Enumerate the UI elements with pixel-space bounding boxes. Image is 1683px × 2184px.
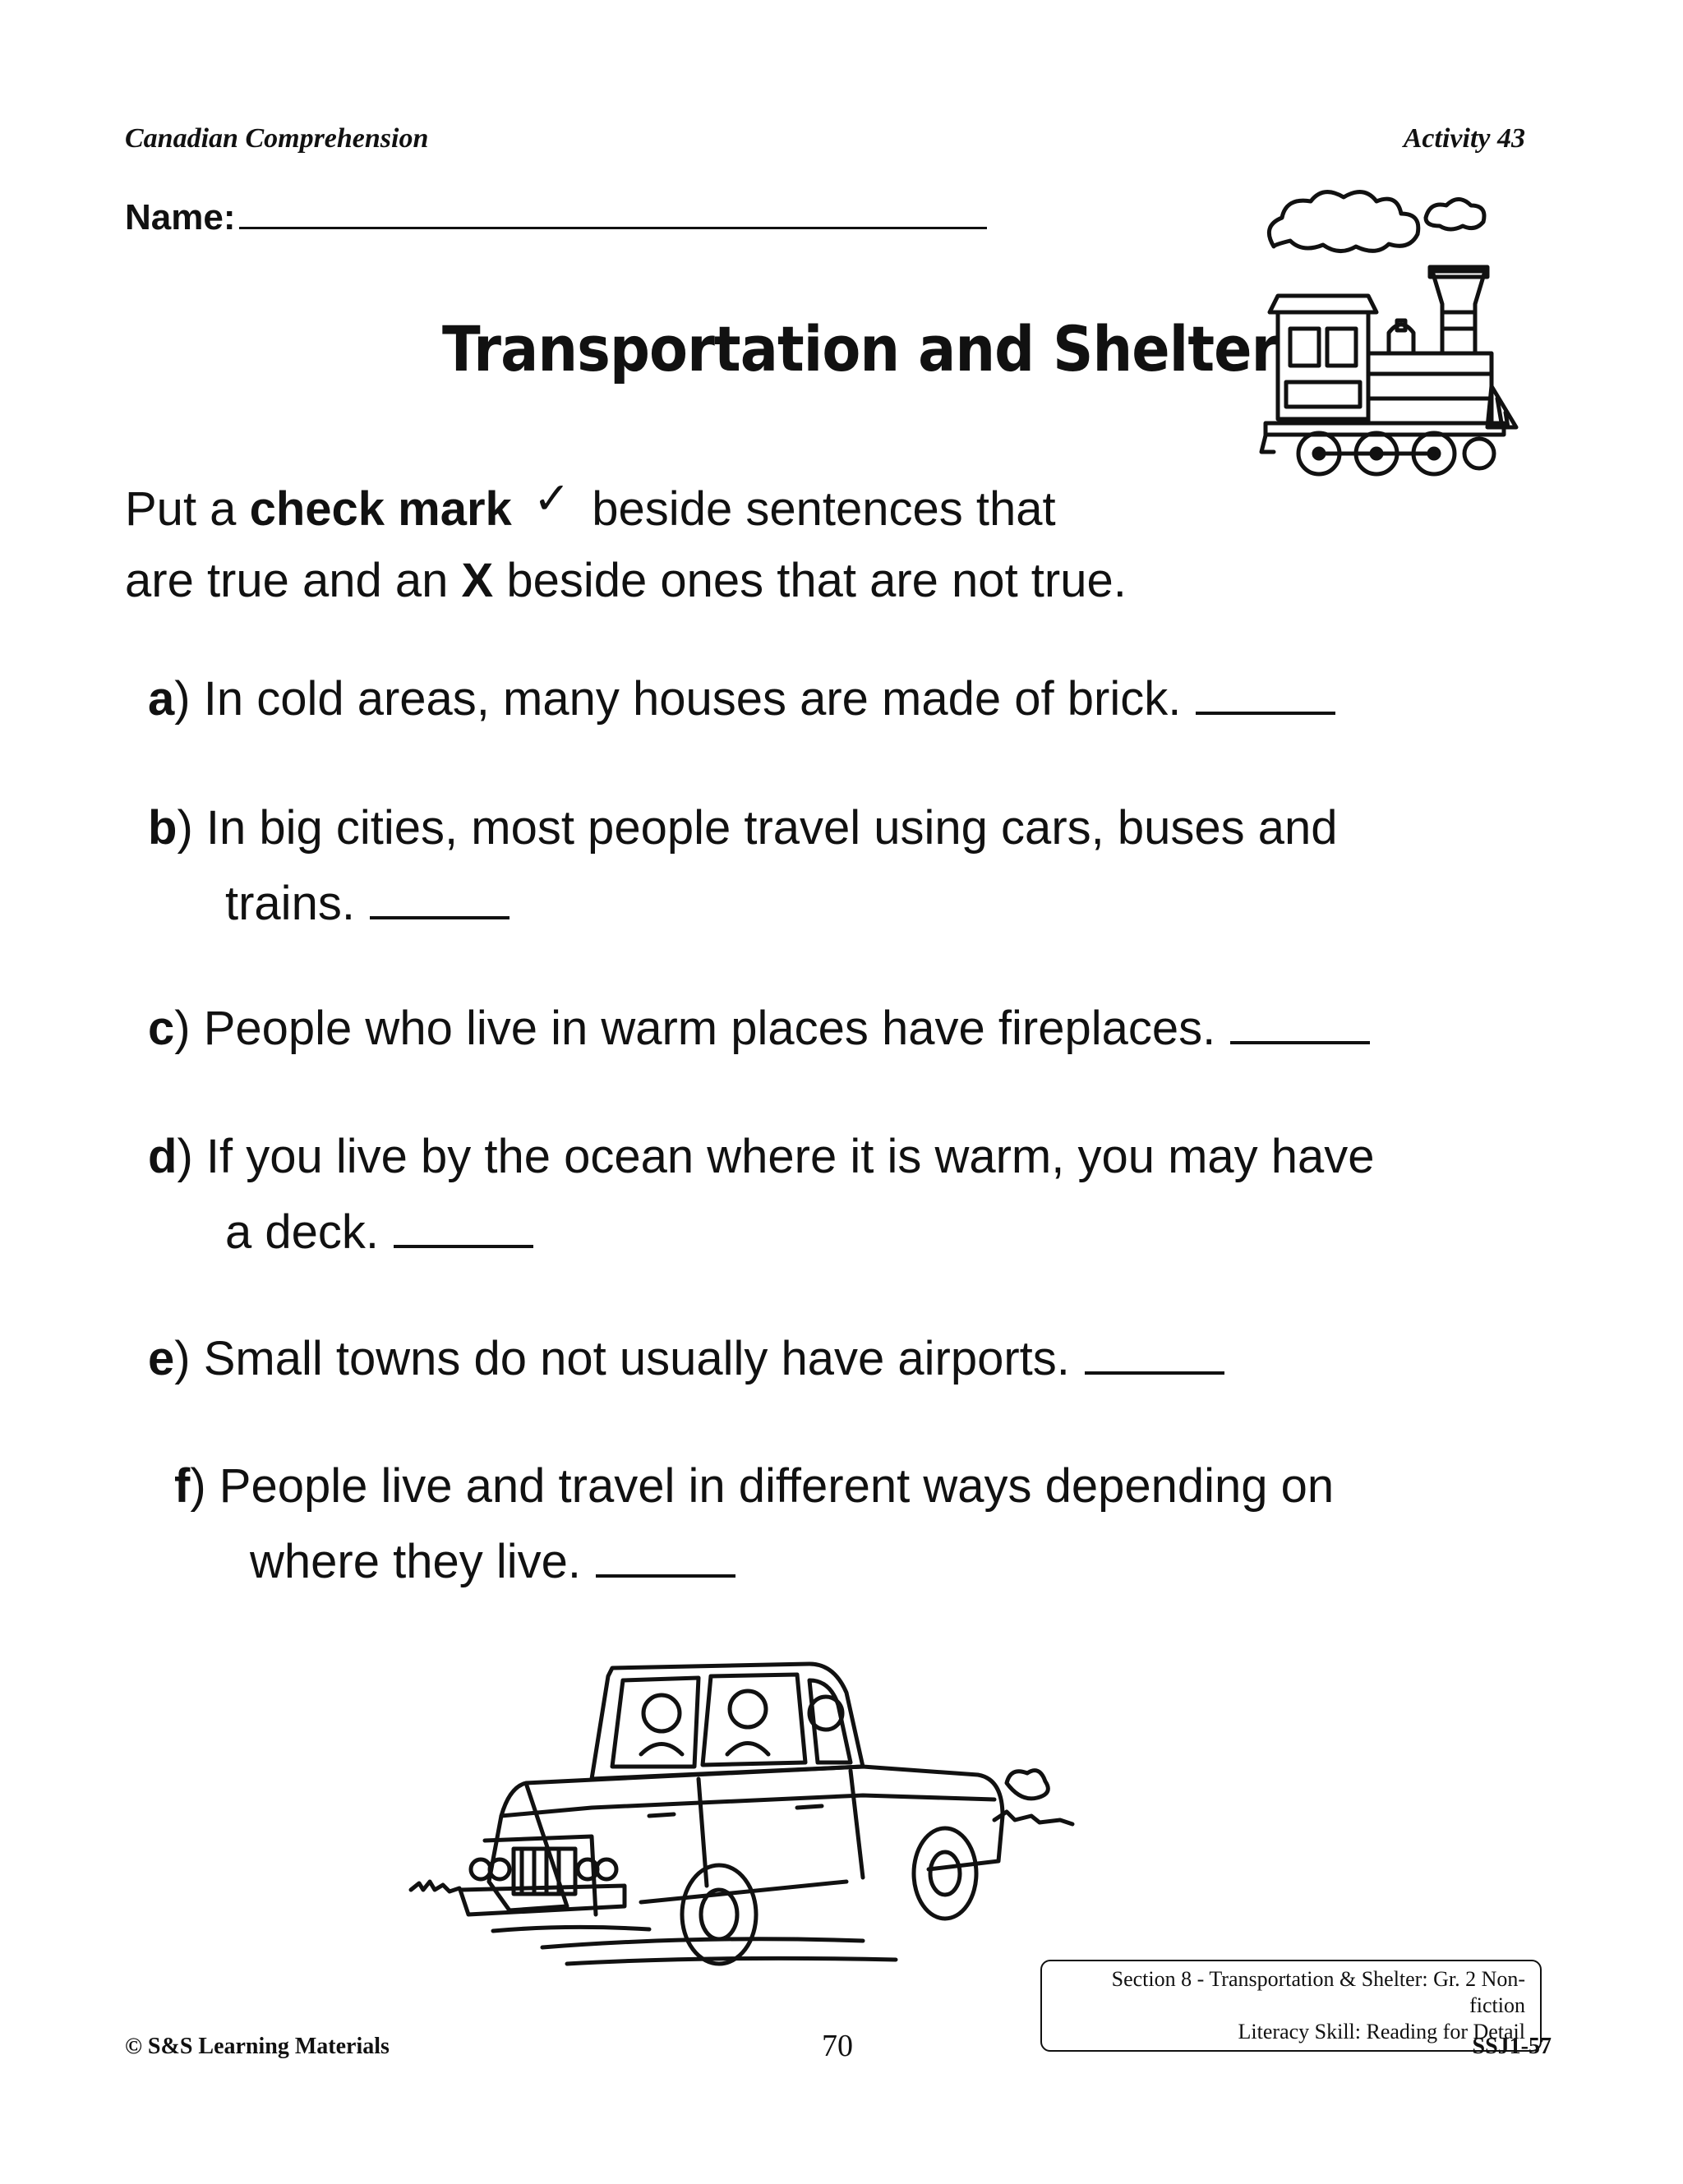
question-letter: e xyxy=(148,1332,175,1385)
product-code: SSJ1-57 xyxy=(1472,2034,1552,2059)
answer-blank-b[interactable] xyxy=(370,878,510,919)
check-mark-phrase: check mark xyxy=(249,482,512,536)
name-line[interactable] xyxy=(239,191,987,229)
train-illustration xyxy=(1257,189,1545,493)
header-series-title: Canadian Comprehension xyxy=(125,123,429,154)
name-field[interactable]: Name: xyxy=(125,191,987,238)
page-number: 70 xyxy=(822,2029,853,2063)
question-text: In big cities, most people travel using cars, buses and xyxy=(205,801,1338,855)
instructions xyxy=(125,474,1127,616)
copyright: © S&S Learning Materials xyxy=(125,2034,390,2059)
question-letter: d xyxy=(148,1130,178,1183)
answer-blank-c[interactable] xyxy=(1230,1003,1370,1044)
section-info-box xyxy=(1040,1960,1542,2052)
question-d: d) If you live by the ocean where it is warm, you may have a deck. xyxy=(148,1130,1375,1259)
answer-blank-d[interactable] xyxy=(394,1207,533,1248)
section-info-line-1: Section 8 - Transportation & Shelter: Gr. 2 Non-fiction xyxy=(1111,1967,1525,2017)
question-b: b) In big cities, most people travel using cars, buses and trains. xyxy=(148,801,1338,930)
question-text-cont: where they live. xyxy=(250,1535,581,1588)
question-text-cont: trains. xyxy=(225,877,355,930)
instructions-line-2: are true and an X beside ones that are not true. xyxy=(125,554,1127,607)
name-label: Name xyxy=(125,197,224,237)
check-mark-icon: ✓ xyxy=(533,472,571,524)
question-letter: b xyxy=(148,801,178,855)
answer-blank-e[interactable] xyxy=(1085,1334,1224,1375)
page-title: Transportation and Shelter xyxy=(442,312,1279,385)
answer-blank-f[interactable] xyxy=(596,1537,735,1578)
car-illustration xyxy=(403,1643,1101,1980)
instructions-line-1: Put a check mark ✓ beside sentences that xyxy=(125,472,1056,536)
question-text: If you live by the ocean where it is warm, you may have xyxy=(205,1130,1375,1183)
question-letter: f xyxy=(174,1459,191,1513)
answer-blank-a[interactable] xyxy=(1196,674,1335,715)
x-mark: X xyxy=(461,554,494,607)
question-letter: a xyxy=(148,672,175,726)
question-letter: c xyxy=(148,1002,175,1055)
question-f: f) People live and travel in different ways depending on where they live. xyxy=(174,1459,1335,1588)
question-text: People who live in warm places have fireplaces. xyxy=(203,1002,1216,1055)
section-info-line-2: Literacy Skill: Reading for Detail xyxy=(1238,2020,1525,2043)
question-a: a) In cold areas, many houses are made of brick. xyxy=(148,661,1335,737)
question-text: Small towns do not usually have airports. xyxy=(203,1332,1070,1385)
question-text: In cold areas, many houses are made of brick. xyxy=(203,672,1182,726)
question-text-cont: a deck. xyxy=(225,1205,379,1259)
question-c: c) People who live in warm places have fireplaces. xyxy=(148,991,1370,1067)
question-e: e) Small towns do not usually have airports. xyxy=(148,1321,1224,1397)
header-activity-number: Activity 43 xyxy=(1403,123,1525,154)
question-text: People live and travel in different ways depending on xyxy=(219,1459,1335,1513)
